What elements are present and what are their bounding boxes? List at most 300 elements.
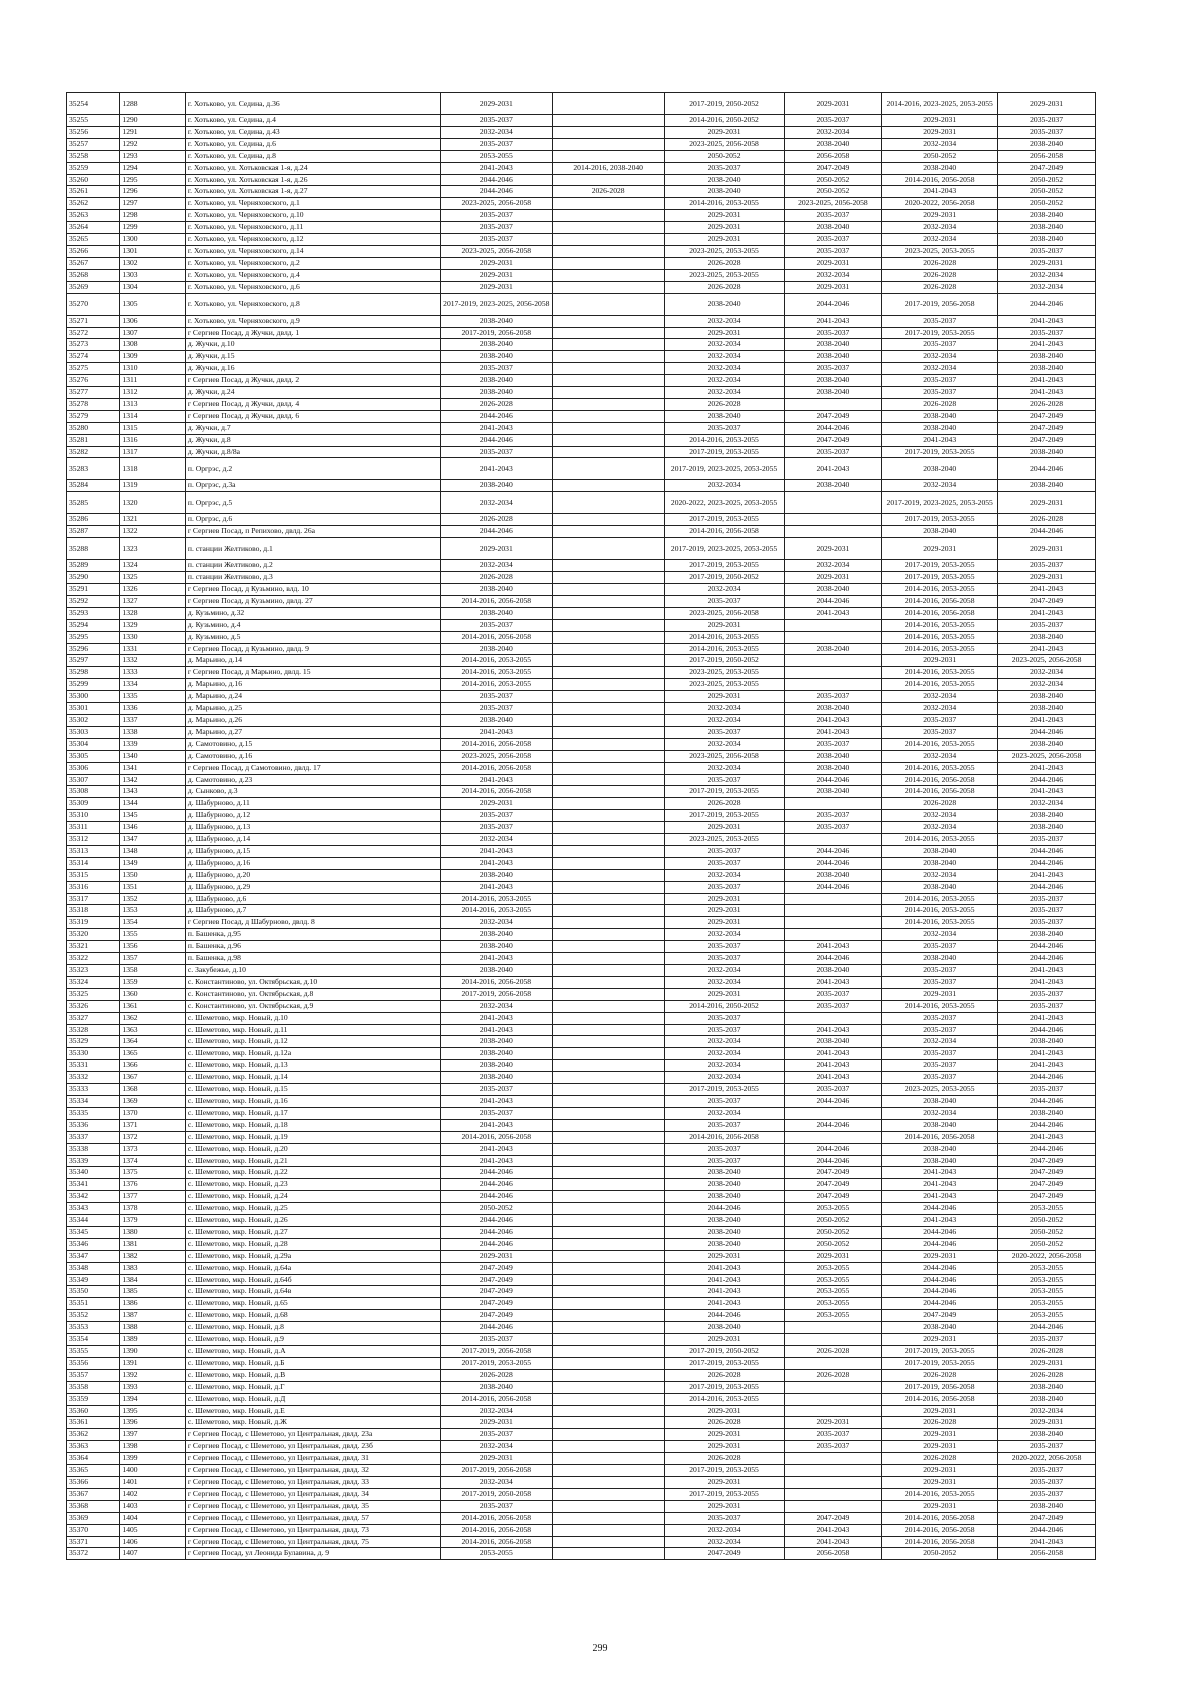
period-5-cell: 2014-2016, 2056-2058: [882, 786, 998, 798]
period-5-cell: 2038-2040: [882, 422, 998, 434]
address-cell: с. Закубежье, д.10: [185, 965, 440, 977]
period-5-cell: 2032-2034: [882, 822, 998, 834]
period-1-cell: 2014-2016, 2056-2058: [440, 631, 552, 643]
table-row: [67, 905, 1096, 917]
address-cell: г Сергиев Посад, с Шеметово, ул Центральная, двлд. 32: [185, 1465, 440, 1477]
period-2-cell: [552, 1393, 664, 1405]
period-1-cell: 2044-2046: [440, 1191, 552, 1203]
period-6-cell: 2041-2043: [998, 762, 1096, 774]
period-6-cell: 2038-2040: [998, 822, 1096, 834]
period-4-cell: 2038-2040: [784, 138, 882, 150]
row-number-cell: 1310: [120, 363, 186, 375]
table-row: [67, 584, 1096, 596]
table-body: [67, 93, 1096, 1560]
row-number-cell: 1290: [120, 115, 186, 127]
period-2-cell: [552, 881, 664, 893]
period-4-cell: 2056-2058: [784, 1548, 882, 1560]
period-4-cell: [784, 492, 882, 514]
period-1-cell: 2038-2040: [440, 965, 552, 977]
period-1-cell: 2044-2046: [440, 1167, 552, 1179]
period-3-cell: 2038-2040: [664, 293, 784, 315]
period-4-cell: 2029-2031: [784, 1250, 882, 1262]
period-3-cell: 2032-2034: [664, 375, 784, 387]
period-6-cell: 2032-2034: [998, 679, 1096, 691]
address-cell: г Сергиев Посад, д Кузьмино, двлд. 9: [185, 643, 440, 655]
period-2-cell: [552, 1369, 664, 1381]
period-6-cell: 2038-2040: [998, 351, 1096, 363]
period-5-cell: 2026-2028: [882, 1417, 998, 1429]
table-row: [67, 834, 1096, 846]
table-row: [67, 941, 1096, 953]
period-1-cell: 2026-2028: [440, 572, 552, 584]
period-3-cell: 2032-2034: [664, 976, 784, 988]
period-4-cell: 2035-2037: [784, 234, 882, 246]
period-1-cell: 2038-2040: [440, 1048, 552, 1060]
period-1-cell: 2017-2019, 2056-2058: [440, 327, 552, 339]
address-cell: г Сергиев Посад, д Шабурново, двлд. 8: [185, 917, 440, 929]
period-5-cell: 2017-2019, 2053-2055: [882, 446, 998, 458]
row-number-cell: 1365: [120, 1048, 186, 1060]
row-number-cell: 1374: [120, 1155, 186, 1167]
row-id-cell: 35327: [67, 1012, 120, 1024]
address-cell: г Сергиев Посад, д Жучки, двлд. 2: [185, 375, 440, 387]
table-row: [67, 655, 1096, 667]
row-id-cell: 35333: [67, 1084, 120, 1096]
period-3-cell: 2035-2037: [664, 953, 784, 965]
period-2-cell: [552, 1179, 664, 1191]
row-number-cell: 1346: [120, 822, 186, 834]
period-6-cell: 2035-2037: [998, 1334, 1096, 1346]
address-cell: д. Жучки, д.15: [185, 351, 440, 363]
table-row: [67, 1429, 1096, 1441]
row-id-cell: 35263: [67, 210, 120, 222]
period-3-cell: 2017-2019, 2053-2055: [664, 1357, 784, 1369]
row-id-cell: 35291: [67, 584, 120, 596]
address-cell: д. Самотовино, д.23: [185, 774, 440, 786]
period-6-cell: 2050-2052: [998, 1215, 1096, 1227]
row-id-cell: 35331: [67, 1060, 120, 1072]
address-cell: с. Константиново, ул. Октябрьская, д.10: [185, 976, 440, 988]
period-1-cell: 2014-2016, 2053-2055: [440, 655, 552, 667]
period-3-cell: 2032-2034: [664, 584, 784, 596]
period-4-cell: 2035-2037: [784, 1441, 882, 1453]
period-2-cell: [552, 1357, 664, 1369]
period-1-cell: 2041-2043: [440, 845, 552, 857]
period-6-cell: 2038-2040: [998, 810, 1096, 822]
address-cell: п. Оргрэс, д.2: [185, 458, 440, 480]
period-3-cell: 2023-2025, 2053-2055: [664, 245, 784, 257]
period-4-cell: 2029-2031: [784, 93, 882, 115]
address-cell: д. Шабурново, д.7: [185, 905, 440, 917]
period-2-cell: [552, 1000, 664, 1012]
period-3-cell: 2029-2031: [664, 222, 784, 234]
address-cell: с. Шеметово, мкр. Новый, д.В: [185, 1369, 440, 1381]
address-cell: д. Кузьмино, д.5: [185, 631, 440, 643]
period-6-cell: 2035-2037: [998, 1084, 1096, 1096]
table-row: [67, 1476, 1096, 1488]
period-2-cell: [552, 786, 664, 798]
period-5-cell: 2044-2046: [882, 1262, 998, 1274]
address-cell: п. Оргрэс, д.6: [185, 514, 440, 526]
period-2-cell: [552, 1238, 664, 1250]
row-number-cell: 1369: [120, 1095, 186, 1107]
period-6-cell: 2029-2031: [998, 492, 1096, 514]
row-number-cell: 1380: [120, 1226, 186, 1238]
table-row: [67, 1060, 1096, 1072]
address-cell: г. Хотьково, ул. Черняховского, д.8: [185, 293, 440, 315]
period-2-cell: [552, 679, 664, 691]
table-row: [67, 953, 1096, 965]
period-4-cell: [784, 526, 882, 538]
period-4-cell: 2035-2037: [784, 738, 882, 750]
period-3-cell: 2014-2016, 2053-2055: [664, 643, 784, 655]
period-5-cell: 2014-2016, 2056-2058: [882, 1131, 998, 1143]
table-row: [67, 1012, 1096, 1024]
row-id-cell: 35259: [67, 162, 120, 174]
period-5-cell: 2017-2019, 2056-2058: [882, 293, 998, 315]
address-cell: г. Хотьково, ул. Седина, д.4: [185, 115, 440, 127]
period-1-cell: 2038-2040: [440, 1072, 552, 1084]
period-5-cell: 2023-2025, 2053-2055: [882, 1084, 998, 1096]
period-6-cell: 2044-2046: [998, 857, 1096, 869]
period-3-cell: 2014-2016, 2056-2058: [664, 1131, 784, 1143]
period-6-cell: 2041-2043: [998, 584, 1096, 596]
period-1-cell: 2026-2028: [440, 514, 552, 526]
period-6-cell: 2035-2037: [998, 245, 1096, 257]
address-cell: п. Башенка, д.95: [185, 929, 440, 941]
period-5-cell: 2035-2037: [882, 387, 998, 399]
row-number-cell: 1305: [120, 293, 186, 315]
table-row: [67, 1441, 1096, 1453]
table-row: [67, 1036, 1096, 1048]
period-1-cell: 2035-2037: [440, 1107, 552, 1119]
period-6-cell: 2026-2028: [998, 1369, 1096, 1381]
period-1-cell: 2038-2040: [440, 941, 552, 953]
period-6-cell: 2041-2043: [998, 387, 1096, 399]
period-5-cell: 2038-2040: [882, 857, 998, 869]
row-id-cell: 35300: [67, 691, 120, 703]
row-id-cell: 35332: [67, 1072, 120, 1084]
address-cell: д. Марьино, д.26: [185, 714, 440, 726]
period-5-cell: 2035-2037: [882, 315, 998, 327]
period-1-cell: 2035-2037: [440, 1334, 552, 1346]
period-5-cell: 2014-2016, 2056-2058: [882, 174, 998, 186]
period-2-cell: [552, 1500, 664, 1512]
table-row: [67, 1084, 1096, 1096]
period-2-cell: [552, 1524, 664, 1536]
period-4-cell: [784, 1107, 882, 1119]
period-5-cell: 2029-2031: [882, 1500, 998, 1512]
period-2-cell: [552, 1203, 664, 1215]
address-cell: д. Шабурново, д.15: [185, 845, 440, 857]
period-1-cell: 2032-2034: [440, 1405, 552, 1417]
period-3-cell: 2038-2040: [664, 1167, 784, 1179]
period-4-cell: 2047-2049: [784, 410, 882, 422]
period-1-cell: 2032-2034: [440, 1000, 552, 1012]
table-row: [67, 1512, 1096, 1524]
table-row: [67, 714, 1096, 726]
period-3-cell: 2017-2019, 2050-2052: [664, 1346, 784, 1358]
period-6-cell: 2038-2040: [998, 234, 1096, 246]
period-6-cell: 2035-2037: [998, 619, 1096, 631]
period-1-cell: 2029-2031: [440, 538, 552, 560]
row-id-cell: 35351: [67, 1298, 120, 1310]
period-2-cell: [552, 917, 664, 929]
row-id-cell: 35286: [67, 514, 120, 526]
period-5-cell: 2032-2034: [882, 222, 998, 234]
period-6-cell: 2035-2037: [998, 115, 1096, 127]
table-row: [67, 1298, 1096, 1310]
period-3-cell: 2035-2037: [664, 1155, 784, 1167]
period-1-cell: 2047-2049: [440, 1310, 552, 1322]
period-5-cell: 2035-2037: [882, 941, 998, 953]
row-number-cell: 1335: [120, 691, 186, 703]
period-2-cell: [552, 93, 664, 115]
row-number-cell: 1328: [120, 607, 186, 619]
period-2-cell: [552, 1465, 664, 1477]
period-4-cell: 2035-2037: [784, 327, 882, 339]
table-row: [67, 965, 1096, 977]
row-number-cell: 1322: [120, 526, 186, 538]
row-id-cell: 35284: [67, 480, 120, 492]
period-1-cell: 2038-2040: [440, 339, 552, 351]
period-4-cell: 2041-2043: [784, 1024, 882, 1036]
period-4-cell: 2035-2037: [784, 363, 882, 375]
row-number-cell: 1349: [120, 857, 186, 869]
period-5-cell: 2032-2034: [882, 138, 998, 150]
period-6-cell: 2053-2055: [998, 1262, 1096, 1274]
period-2-cell: [552, 941, 664, 953]
period-4-cell: 2041-2043: [784, 607, 882, 619]
period-5-cell: 2041-2043: [882, 1179, 998, 1191]
row-id-cell: 35318: [67, 905, 120, 917]
period-5-cell: 2038-2040: [882, 410, 998, 422]
period-4-cell: 2029-2031: [784, 572, 882, 584]
period-2-cell: [552, 822, 664, 834]
table-row: [67, 126, 1096, 138]
period-5-cell: 2032-2034: [882, 691, 998, 703]
period-5-cell: 2032-2034: [882, 929, 998, 941]
row-id-cell: 35296: [67, 643, 120, 655]
period-5-cell: 2035-2037: [882, 726, 998, 738]
address-cell: с. Шеметово, мкр. Новый, д.68: [185, 1310, 440, 1322]
period-4-cell: 2029-2031: [784, 281, 882, 293]
period-2-cell: [552, 1024, 664, 1036]
period-5-cell: 2014-2016, 2056-2058: [882, 1393, 998, 1405]
period-5-cell: 2017-2019, 2056-2058: [882, 1381, 998, 1393]
period-2-cell: [552, 655, 664, 667]
period-1-cell: 2041-2043: [440, 774, 552, 786]
period-4-cell: 2044-2046: [784, 1119, 882, 1131]
period-2-cell: [552, 1191, 664, 1203]
period-3-cell: 2035-2037: [664, 1024, 784, 1036]
row-id-cell: 35326: [67, 1000, 120, 1012]
period-2-cell: [552, 315, 664, 327]
period-4-cell: 2044-2046: [784, 845, 882, 857]
period-5-cell: 2029-2031: [882, 538, 998, 560]
address-cell: с. Шеметово, мкр. Новый, д.13: [185, 1060, 440, 1072]
period-5-cell: 2032-2034: [882, 750, 998, 762]
address-cell: г Сергиев Посад, с Шеметово, ул Центральная, двлд. 33: [185, 1476, 440, 1488]
address-cell: д. Жучки, д.16: [185, 363, 440, 375]
row-id-cell: 35266: [67, 245, 120, 257]
address-cell: с. Шеметово, мкр. Новый, д.8: [185, 1322, 440, 1334]
table-row: [67, 150, 1096, 162]
table-row: [67, 857, 1096, 869]
table-row: [67, 446, 1096, 458]
period-6-cell: 2038-2040: [998, 1500, 1096, 1512]
row-id-cell: 35257: [67, 138, 120, 150]
period-6-cell: 2047-2049: [998, 1179, 1096, 1191]
address-cell: п. станции Желтиково, д.3: [185, 572, 440, 584]
row-id-cell: 35330: [67, 1048, 120, 1060]
row-id-cell: 35341: [67, 1179, 120, 1191]
row-number-cell: 1319: [120, 480, 186, 492]
period-3-cell: 2041-2043: [664, 1298, 784, 1310]
row-id-cell: 35364: [67, 1453, 120, 1465]
table-row: [67, 595, 1096, 607]
period-5-cell: 2014-2016, 2056-2058: [882, 774, 998, 786]
period-3-cell: 2029-2031: [664, 210, 784, 222]
row-number-cell: 1292: [120, 138, 186, 150]
period-3-cell: 2023-2025, 2056-2058: [664, 750, 784, 762]
period-6-cell: 2041-2043: [998, 1012, 1096, 1024]
period-1-cell: 2014-2016, 2056-2058: [440, 786, 552, 798]
period-4-cell: 2044-2046: [784, 881, 882, 893]
period-4-cell: [784, 834, 882, 846]
row-number-cell: 1364: [120, 1036, 186, 1048]
row-number-cell: 1390: [120, 1346, 186, 1358]
row-number-cell: 1314: [120, 410, 186, 422]
row-number-cell: 1340: [120, 750, 186, 762]
address-cell: г Сергиев Посад, д Кузьмино, влд. 10: [185, 584, 440, 596]
period-1-cell: 2038-2040: [440, 480, 552, 492]
period-5-cell: 2035-2037: [882, 1060, 998, 1072]
period-1-cell: 2044-2046: [440, 1226, 552, 1238]
period-3-cell: 2038-2040: [664, 1238, 784, 1250]
period-2-cell: [552, 1429, 664, 1441]
period-2-cell: [552, 434, 664, 446]
period-2-cell: [552, 560, 664, 572]
address-cell: с. Шеметово, мкр. Новый, д.12а: [185, 1048, 440, 1060]
period-2-cell: [552, 222, 664, 234]
period-2-cell: [552, 845, 664, 857]
row-id-cell: 35363: [67, 1441, 120, 1453]
table-row: [67, 257, 1096, 269]
address-cell: д. Кузьмино, д.4: [185, 619, 440, 631]
period-2-cell: [552, 1143, 664, 1155]
period-5-cell: 2029-2031: [882, 1441, 998, 1453]
period-2-cell: [552, 703, 664, 715]
period-3-cell: 2035-2037: [664, 1143, 784, 1155]
address-cell: с. Шеметово, мкр. Новый, д.64в: [185, 1286, 440, 1298]
period-5-cell: 2017-2019, 2053-2055: [882, 327, 998, 339]
period-4-cell: 2044-2046: [784, 1095, 882, 1107]
row-number-cell: 1291: [120, 126, 186, 138]
period-1-cell: 2038-2040: [440, 351, 552, 363]
table-row: [67, 1322, 1096, 1334]
period-3-cell: 2041-2043: [664, 1286, 784, 1298]
period-5-cell: 2014-2016, 2053-2055: [882, 584, 998, 596]
period-5-cell: 2014-2016, 2053-2055: [882, 905, 998, 917]
row-id-cell: 35303: [67, 726, 120, 738]
period-3-cell: 2023-2025, 2053-2055: [664, 269, 784, 281]
period-4-cell: 2053-2055: [784, 1310, 882, 1322]
period-1-cell: 2035-2037: [440, 446, 552, 458]
period-5-cell: 2014-2016, 2053-2055: [882, 667, 998, 679]
period-1-cell: 2044-2046: [440, 1179, 552, 1191]
period-6-cell: 2035-2037: [998, 834, 1096, 846]
address-cell: г. Хотьково, ул. Седина, д.43: [185, 126, 440, 138]
period-2-cell: [552, 619, 664, 631]
row-id-cell: 35340: [67, 1167, 120, 1179]
period-3-cell: 2032-2034: [664, 339, 784, 351]
period-5-cell: 2029-2031: [882, 1334, 998, 1346]
period-4-cell: 2044-2046: [784, 1155, 882, 1167]
period-2-cell: [552, 538, 664, 560]
period-3-cell: 2017-2019, 2053-2055: [664, 560, 784, 572]
period-3-cell: 2014-2016, 2053-2055: [664, 198, 784, 210]
row-id-cell: 35354: [67, 1334, 120, 1346]
period-5-cell: 2026-2028: [882, 398, 998, 410]
row-id-cell: 35258: [67, 150, 120, 162]
period-2-cell: [552, 1119, 664, 1131]
period-5-cell: 2035-2037: [882, 375, 998, 387]
period-3-cell: 2014-2016, 2053-2055: [664, 434, 784, 446]
row-number-cell: 1357: [120, 953, 186, 965]
period-1-cell: 2017-2019, 2023-2025, 2056-2058: [440, 293, 552, 315]
period-4-cell: 2044-2046: [784, 422, 882, 434]
row-number-cell: 1366: [120, 1060, 186, 1072]
period-1-cell: 2029-2031: [440, 1417, 552, 1429]
period-6-cell: 2032-2034: [998, 281, 1096, 293]
period-4-cell: 2044-2046: [784, 774, 882, 786]
period-2-cell: [552, 1476, 664, 1488]
period-1-cell: 2029-2031: [440, 257, 552, 269]
period-1-cell: 2035-2037: [440, 691, 552, 703]
row-id-cell: 35323: [67, 965, 120, 977]
period-1-cell: 2038-2040: [440, 607, 552, 619]
row-number-cell: 1311: [120, 375, 186, 387]
row-number-cell: 1327: [120, 595, 186, 607]
table-row: [67, 186, 1096, 198]
period-6-cell: 2053-2055: [998, 1286, 1096, 1298]
address-cell: д. Шабурново, д.11: [185, 798, 440, 810]
period-2-cell: [552, 1453, 664, 1465]
address-cell: д. Самотовино, д.15: [185, 738, 440, 750]
address-cell: г. Хотьково, ул. Хотьковская 1-я, д.26: [185, 174, 440, 186]
row-id-cell: 35276: [67, 375, 120, 387]
table-row: [67, 1369, 1096, 1381]
period-1-cell: 2014-2016, 2056-2058: [440, 1512, 552, 1524]
period-3-cell: 2035-2037: [664, 595, 784, 607]
period-4-cell: [784, 893, 882, 905]
period-1-cell: 2038-2040: [440, 315, 552, 327]
address-cell: с. Шеметово, мкр. Новый, д.Г: [185, 1381, 440, 1393]
row-id-cell: 35280: [67, 422, 120, 434]
table-row: [67, 363, 1096, 375]
row-number-cell: 1320: [120, 492, 186, 514]
period-5-cell: 2014-2016, 2053-2055: [882, 643, 998, 655]
period-6-cell: 2047-2049: [998, 1191, 1096, 1203]
table-row: [67, 1131, 1096, 1143]
address-cell: г Сергиев Посад, с Шеметово, ул Центральная, двлд. 73: [185, 1524, 440, 1536]
period-5-cell: 2035-2037: [882, 1048, 998, 1060]
period-3-cell: 2038-2040: [664, 1322, 784, 1334]
period-2-cell: [552, 857, 664, 869]
period-1-cell: 2035-2037: [440, 1500, 552, 1512]
period-4-cell: 2035-2037: [784, 822, 882, 834]
